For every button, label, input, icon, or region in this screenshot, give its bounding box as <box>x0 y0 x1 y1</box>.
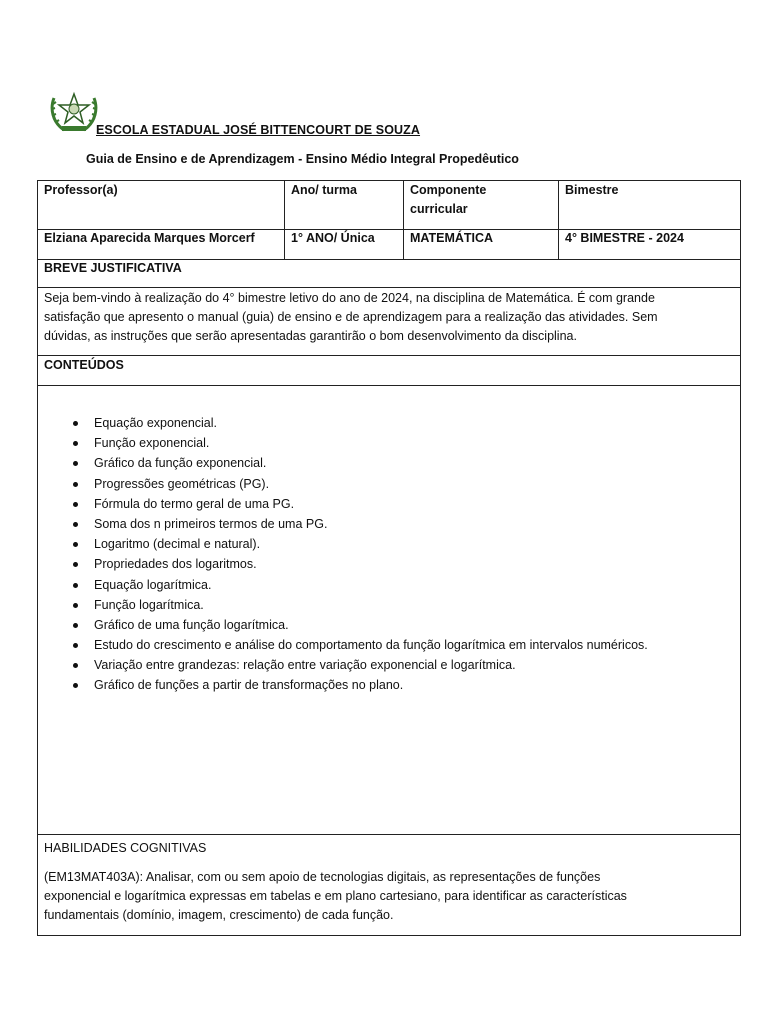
list-item: Equação exponencial. <box>38 413 740 433</box>
row-divider <box>38 834 740 835</box>
skills-heading: HABILIDADES COGNITIVAS <box>44 841 207 855</box>
year-class-value: 1° ANO/ Única <box>291 231 375 245</box>
skills-line: fundamentais (domínio, imagem, crescimento) de cada função. <box>44 908 394 922</box>
skills-line: (EM13MAT403A): Analisar, com ou sem apoio de tecnologias digitais, as representações de funções <box>44 870 601 884</box>
header-component-line2: curricular <box>410 202 468 216</box>
justification-line: Seja bem-vindo à realização do 4° bimestre letivo do ano de 2024, na disciplina de Matemática. É com grande <box>44 291 655 305</box>
justification-heading: BREVE JUSTIFICATIVA <box>44 261 182 275</box>
list-item: Gráfico de uma função logarítmica. <box>38 615 740 635</box>
list-item: Logaritmo (decimal e natural). <box>38 534 740 554</box>
header-component-line1: Componente <box>410 183 487 197</box>
contents-heading: CONTEÚDOS <box>44 358 124 372</box>
list-item: Gráfico de funções a partir de transformações no plano. <box>38 675 740 695</box>
teacher-name: Elziana Aparecida Marques Morcerf <box>44 231 255 245</box>
row-divider <box>38 385 740 386</box>
list-item: Função exponencial. <box>38 433 740 453</box>
row-divider <box>38 287 740 288</box>
header-teacher: Professor(a) <box>44 183 118 197</box>
list-item: Gráfico da função exponencial. <box>38 453 740 473</box>
row-divider <box>38 355 740 356</box>
justification-text <box>44 289 732 346</box>
list-item: Variação entre grandezas: relação entre variação exponencial e logarítmica. <box>38 655 740 675</box>
skills-line: exponencial e logarítmica expressas em tabelas e em plano cartesiano, para identificar as características <box>44 889 627 903</box>
header-term: Bimestre <box>565 183 619 197</box>
justification-line: satisfação que apresento o manual (guia) de ensino e de aprendizagem para a realização das atividades. Sem <box>44 310 658 324</box>
term-value: 4° BIMESTRE - 2024 <box>565 231 684 245</box>
guide-table <box>37 180 741 936</box>
column-divider <box>558 181 559 259</box>
list-item: Soma dos n primeiros termos de uma PG. <box>38 514 740 534</box>
header-year-class: Ano/ turma <box>291 183 357 197</box>
list-item: Estudo do crescimento e análise do comportamento da função logarítmica em intervalos numéricos. <box>38 635 740 655</box>
guide-title: Guia de Ensino e de Aprendizagem - Ensino Médio Integral Propedêutico <box>86 152 519 166</box>
component-value: MATEMÁTICA <box>410 231 494 245</box>
justification-line: dúvidas, as instruções que serão apresentadas garantirão o bom desenvolvimento da disciplina. <box>44 329 577 343</box>
column-divider <box>284 181 285 259</box>
list-item: Propriedades dos logaritmos. <box>38 554 740 574</box>
skills-text <box>44 868 732 925</box>
list-item: Função logarítmica. <box>38 595 740 615</box>
school-name: ESCOLA ESTADUAL JOSÉ BITTENCOURT DE SOUZA <box>96 123 421 137</box>
column-divider <box>403 181 404 259</box>
list-item: Fórmula do termo geral de uma PG. <box>38 494 740 514</box>
contents-list <box>38 413 740 696</box>
school-logo <box>48 88 100 136</box>
list-item: Progressões geométricas (PG). <box>38 474 740 494</box>
list-item: Equação logarítmica. <box>38 575 740 595</box>
